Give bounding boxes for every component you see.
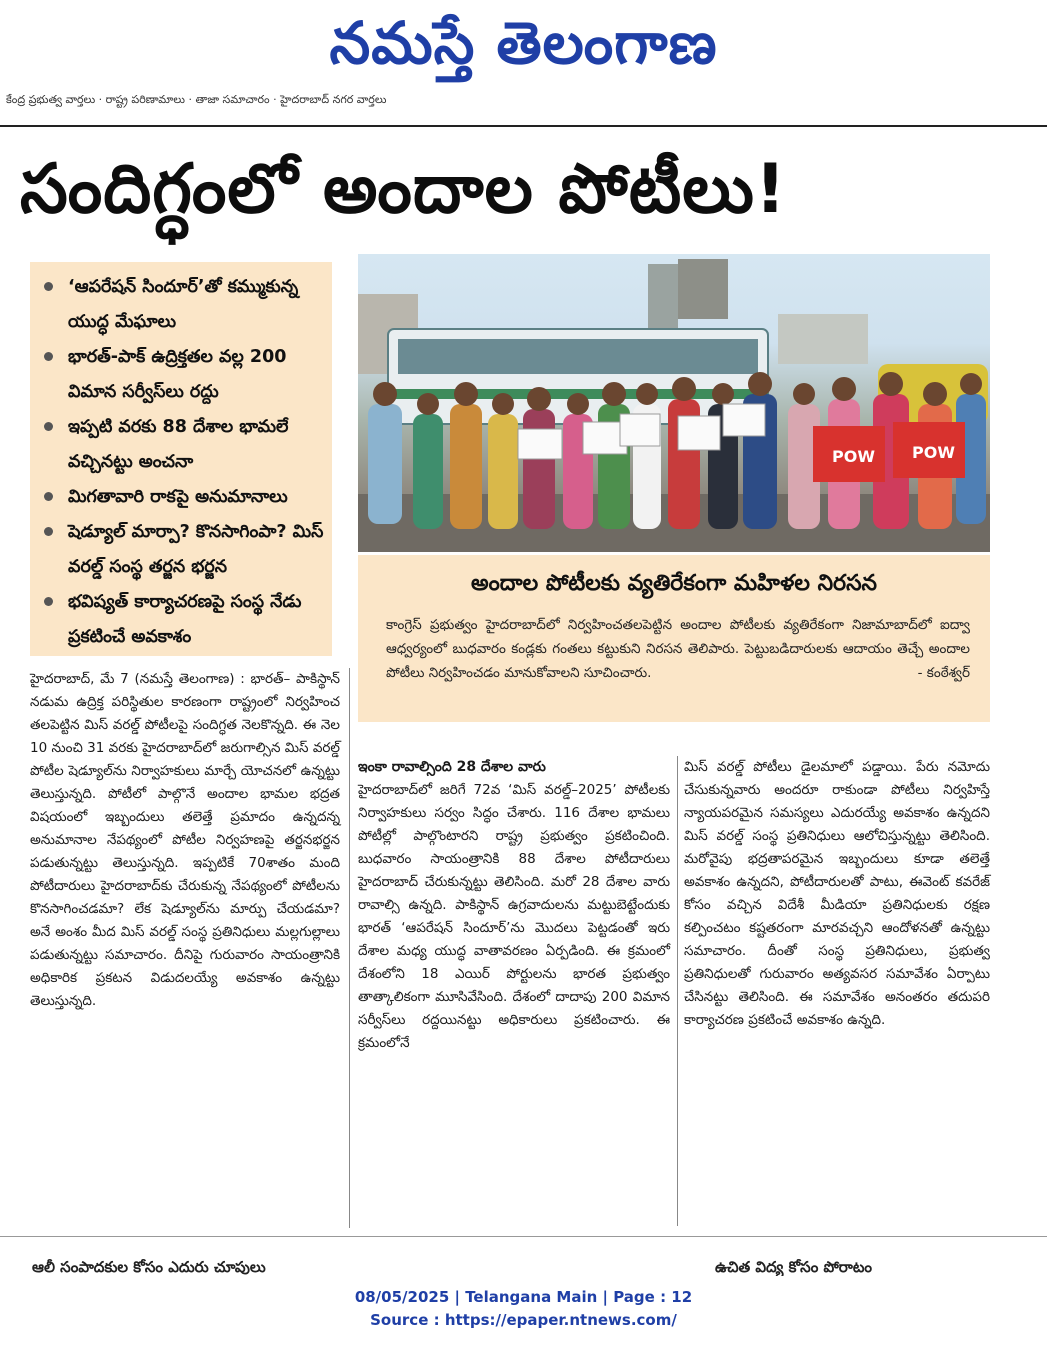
footer-date-line: 08/05/2025 | Telangana Main | Page : 12 (354, 1288, 693, 1306)
article-column-3 (684, 756, 990, 1226)
banner-text: POW (832, 447, 875, 466)
highlight-item: భారత్-పాక్ ఉద్రిక్తతల వల్ల 200 విమాన సర్వీస్‌లు రద్దు (42, 340, 324, 410)
caption-title: అందాల పోటీలకు వ్యతిరేకంగా మహిళల నిరసన (471, 571, 877, 596)
bullet-icon (44, 527, 53, 536)
masthead-logo: నమస్తే తెలంగాణ (329, 9, 718, 77)
article-text: హైదరాబాద్, మే 7 (నమస్తే తెలంగాణ) : భారత్– పాకిస్థాన్ నడుమ ఉద్రిక్త పరిస్థితుల కారణంగా రాష్ట్రంలో నిర్వహించ తలపెట్టిన మిస్ వరల్డ్ పోటీలపై సందిగ్ధత నెలకొన్నది. ఈ నెల 10 నుంచి 31 వరకు హైదరాబాద్‌లో జరుగాల్సిన మిస్ వరల్డ్ పోటీల షెడ్యూల్‌ను నిర్వాహకులు మార్చే యోచనలో ఉన్నట్టు తెలుస్తున్నది. పోటీలో పాల్గొనే అందాల భామల భద్రత విషయంలో ఇబ్బందులు తలెత్తే ప్రమాదం ఉన్నదన్న అనుమానాల నేపథ్యంలో పోటీల నిర్వహణపై తర్జనభర్జన పడుతున్నట్టు తెలుస్తున్నది. ఇప్పటికే 70శాతం మంది పోటీదారులు హైదరాబాద్‌కు చేరుకున్న నేపథ్యంలో పోటీలను కొనసాగించడమా? లేక షెడ్యూల్‌ను మార్పు చేయడమా? అనే అంశం మీద మిస్ వరల్డ్ సంస్థ ప్రతినిధులు మల్లగుల్లాలు పడుతున్నట్టు సమాచారం. దీనిపై గురువారం సాయంత్రానికి అధికారిక ప్రకటన విడుదలయ్యే అవకాశం ఉన్నట్టు తెలుస్తున్నది. (30, 671, 340, 1009)
headline: సందిగ్ధంలో అందాల పోటీలు! (20, 150, 787, 229)
teaser-left: ఆలీ సంపాదకుల కోసం ఎదురు చూపులు (32, 1258, 266, 1276)
bullet-icon (44, 492, 53, 501)
article-column-2 (358, 756, 670, 1226)
bottom-rule (0, 1236, 1047, 1237)
article-column-1 (30, 668, 340, 1228)
column-divider (349, 668, 350, 1228)
billboard-structure (678, 259, 728, 319)
building (778, 314, 868, 364)
footer-source-line: Source : https://epaper.ntnews.com/ (370, 1311, 677, 1329)
bullet-icon (44, 282, 53, 291)
bus-windows (398, 339, 758, 374)
protest-photo (358, 254, 990, 552)
bullet-icon (44, 422, 53, 431)
ticker-strip: కేంద్ర ప్రభుత్వ వార్తలు · రాష్ట్ర పరిణామాలు · తాజా సమాచారం · హైదరాబాద్ నగర వార్తలు (6, 93, 387, 106)
banner-text: POW (912, 443, 955, 462)
highlight-item: మిగతావారి రాకపై అనుమానాలు (42, 480, 324, 515)
highlight-item: భవిష్యత్ కార్యాచరణపై సంస్థ నేడు ప్రకటించే అవకాశం (42, 585, 324, 655)
highlight-item: ‘ఆపరేషన్ సిందూర్’తో కమ్ముకున్న యుద్ధ మేఘాలు (42, 270, 324, 340)
column-divider (677, 756, 678, 1226)
teaser-right: ఉచిత విద్య కోసం పోరాటం (715, 1258, 873, 1276)
article-text: మిస్ వరల్డ్ పోటీలు డైలమాలో పడ్డాయి. పేరు నమోదు చేసుకున్నవారు అందరూ రాకుండా పోటీలు నిర్వహిస్తే న్యాయపరమైన సమస్యలు ఎదురయ్యే అవకాశం ఉన్నదని మిస్ వరల్డ్ సంస్థ ప్రతినిధులు ఆలోచిస్తున్నట్టు తెలిసింది. మరోవైపు భద్రతాపరమైన ఇబ్బందులు కూడా తలెత్తే అవకాశం ఉన్నదని, పోటీదారులతో పాటు, ఈవెంట్ కవరేజ్ కోసం వచ్చిన విదేశీ మీడియా ప్రతినిధులకు రక్షణ కల్పించటం కష్టతరంగా మారవచ్చని ఆందోళనతో ఉన్నట్టు సమాచారం. దీంతో సంస్థ ప్రతినిధులు, ప్రభుత్వ ప్రతినిధులతో గురువారం అత్యవసర సమావేశం ఏర్పాటు చేసినట్టు తెలిసింది. ఈ సమావేశం అనంతరం తదుపరి కార్యాచరణ ప్రకటించే అవకాశం ఉన్నది. (684, 759, 990, 1028)
caption-credit: - కంఠేశ్వర్ (917, 665, 970, 681)
highlights-box (30, 262, 332, 656)
caption-text: కాంగ్రెస్ ప్రభుత్వం హైదరాబాద్‌లో నిర్వహించతలపెట్టిన అందాల పోటీలకు వ్యతిరేకంగా నిజామాబాద్‌లో ఐద్వా ఆధ్వర్యంలో బుధవారం కండ్లకు గంతలు కట్టుకుని నిరసన తెలిపారు. పెట్టుబడిదారులకు ఆదాయం తెచ్చే అందాల పోటీలు నిర్వహించడం మానుకోవాలని సూచించారు. (386, 617, 970, 681)
bullet-icon (44, 597, 53, 606)
highlight-item: షెడ్యూల్ మార్పా? కొనసాగింపా? మిస్ వరల్డ్ సంస్థ తర్జన భర్జన (42, 515, 324, 585)
bullet-icon (44, 352, 53, 361)
caption-body (372, 613, 976, 685)
column-subhead: ఇంకా రావాల్సింది 28 దేశాల వారు (358, 759, 546, 775)
protest-photo-illustration (358, 254, 990, 552)
photo-caption-box (358, 555, 990, 722)
highlight-item: ఇప్పటి వరకు 88 దేశాల భామలే వచ్చినట్టు అంచనా (42, 410, 324, 480)
masthead-rule (0, 125, 1047, 127)
article-text: హైదరాబాద్‌లో జరిగే 72వ ‘మిస్ వరల్డ్–2025’ పోటీలకు నిర్వాహకులు సర్వం సిద్ధం చేశారు. 116 దేశాల భామలు పోటీల్లో పాల్గొంటారని రాష్ట్ర ప్రభుత్వం ప్రకటించింది. బుధవారం సాయంత్రానికి 88 దేశాల పోటీదారులు హైదరాబాద్ చేరుకున్నట్టు తెలిసింది. మరో 28 దేశాల వారు రావాల్సి ఉన్నది. పాకిస్థాన్ ఉగ్రవాదులను మట్టుబెట్టేందుకు భారత్ ‘ఆపరేషన్ సిందూర్’ను మొదలు పెట్టడంతో ఇరు దేశాల మధ్య యుద్ధ వాతావరణం ఏర్పడింది. ఈ క్రమంలో దేశంలోని 18 ఎయిర్ పోర్టులను భారత ప్రభుత్వం తాత్కాలికంగా మూసివేసింది. దేశంలో దాదాపు 200 విమాన సర్వీస్‌లు రద్దయినట్టు అధికారులు ప్రకటించారు. ఈ క్రమంలోనే (358, 782, 670, 1051)
